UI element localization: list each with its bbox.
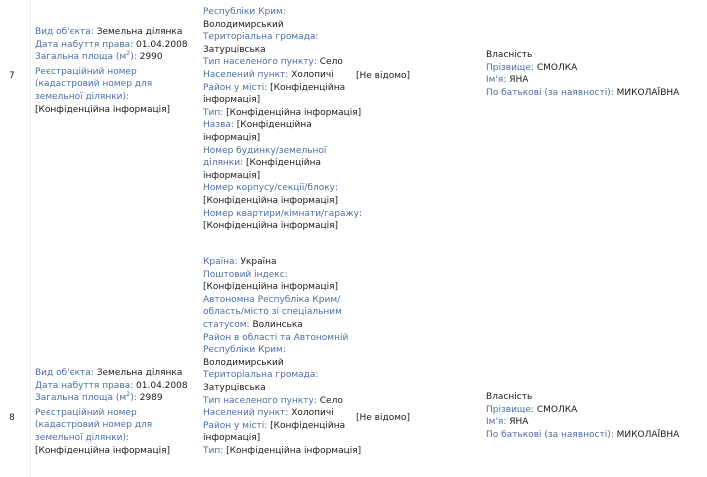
oblast-label: статусом: (203, 319, 250, 330)
country-value: Україна (240, 257, 277, 267)
surname-value: СМОЛКА (536, 404, 578, 415)
reg-number-label: (кадастровий номер для (35, 79, 153, 90)
patronymic-value: МИКОЛАЇВНА (616, 87, 680, 98)
surname-label: Прізвище: (486, 404, 534, 415)
country-label: Країна: (203, 257, 238, 267)
building-value: [Конфіденційна інформація] (203, 195, 339, 206)
acquisition-date-value: 01.04.2008 (136, 39, 188, 50)
surname-value: СМОЛКА (536, 62, 578, 73)
total-area-label: Загальна площа $(м^2)$: (35, 390, 137, 404)
postal-code-label: Поштовий індекс: (203, 269, 288, 280)
patronymic-value: МИКОЛАЇВНА (616, 429, 680, 440)
right-kind: Власність (486, 50, 533, 60)
first-name-value: ЯНА (509, 75, 529, 86)
oblast-label: область/місто зі спеціальним (203, 307, 342, 318)
apartment-label: Номер квартири/кімнати/гаражу: (203, 208, 363, 219)
postal-code-value: [Конфіденційна інформація] (203, 282, 339, 293)
community-value: Затурцівська (203, 44, 266, 55)
city-district-label: Район у місті: (203, 420, 268, 431)
settlement-type-label: Тип населеного пункту: (203, 57, 317, 68)
region-value: Володимирський (203, 357, 284, 368)
settlement-type-value: Село (319, 57, 343, 68)
object-type-label: Вид об'єкта: (35, 368, 94, 378)
apartment-value: [Конфіденційна інформація] (203, 221, 339, 232)
right-kind: Власність (486, 392, 533, 402)
reg-number-label: Реєстраційний номер (35, 66, 137, 77)
region-label: Республіки Крим: (203, 345, 286, 356)
reg-number-value: [Конфіденційна інформація] (35, 104, 171, 115)
object-cell (35, 26, 200, 116)
oblast-value: Волинська (252, 319, 303, 330)
table-row (0, 256, 707, 477)
city-district-value: інформація] (203, 95, 261, 106)
first-name-label: Ім'я: (486, 75, 507, 86)
settlement-type-label: Тип населеного пункту: (203, 395, 317, 406)
total-area-value: 2990 (139, 52, 163, 63)
value-cell: [Не відомо] (356, 413, 411, 423)
street-type-value: [Конфіденційна інформація] (226, 445, 362, 456)
settlement-type-value: Село (319, 395, 343, 406)
city-district-label: Район у місті: (203, 82, 268, 93)
street-name-label: Назва: (203, 120, 234, 131)
first-name-label: Ім'я: (486, 417, 507, 428)
first-name-value: ЯНА (509, 417, 529, 428)
reg-number-label: земельної ділянки): (35, 91, 130, 102)
reg-number-value: [Конфіденційна інформація] (35, 445, 171, 456)
acquisition-date-label: Дата набуття права: (35, 39, 134, 50)
object-type-value: Земельна ділянка (96, 368, 183, 378)
street-name-value: інформація] (203, 132, 261, 143)
address-cell (203, 6, 363, 233)
patronymic-label: По батькові (за наявності): (486, 87, 614, 98)
oblast-label: Автономна Республіка Крим/ (203, 294, 341, 305)
region-label: Республіки Крим: (203, 7, 286, 17)
settlement-value: Холопичі (291, 69, 334, 80)
reg-number-label: (кадастровий номер для (35, 420, 153, 431)
rights-cell (486, 49, 701, 99)
object-type-label: Вид об'єкта: (35, 27, 94, 37)
acquisition-date-label: Дата набуття права: (35, 380, 134, 391)
street-type-label: Тип: (203, 107, 224, 118)
reg-number-label: Реєстраційний номер (35, 407, 137, 418)
region-value: Володимирський (203, 19, 284, 30)
street-type-label: Тип: (203, 445, 224, 456)
row-number: 7 (9, 71, 15, 81)
community-value: Затурцівська (203, 382, 266, 393)
settlement-label: Населений пункт: (203, 69, 289, 80)
patronymic-label: По батькові (за наявності): (486, 429, 614, 440)
surname-label: Прізвище: (486, 62, 534, 73)
community-label: Територіальна громада: (203, 32, 319, 43)
rights-cell (486, 391, 701, 441)
address-cell (203, 256, 362, 458)
object-cell (35, 367, 200, 457)
acquisition-date-value: 01.04.2008 (136, 380, 188, 391)
house-number-value: інформація] (203, 170, 261, 181)
total-area-value: 2989 (139, 393, 163, 404)
total-area-label: Загальна площа $(м^2)$: (35, 49, 137, 63)
house-number-label: Номер будинку/земельної (203, 145, 327, 156)
settlement-value: Холопичі (291, 408, 334, 419)
reg-number-label: земельної ділянки): (35, 432, 130, 443)
house-number-value: [Конфіденційна (245, 158, 321, 169)
city-district-value: [Конфіденційна (270, 82, 346, 93)
city-district-value: інформація] (203, 433, 261, 444)
city-district-value: [Конфіденційна (270, 420, 346, 431)
row-number: 8 (9, 413, 15, 423)
community-label: Територіальна громада: (203, 370, 319, 381)
settlement-label: Населений пункт: (203, 408, 289, 419)
building-label: Номер корпусу/секції/блоку: (203, 183, 339, 194)
street-name-value: [Конфіденційна (236, 120, 312, 131)
object-type-value: Земельна ділянка (96, 27, 183, 37)
district-label: Район в області та Автономній (203, 332, 349, 343)
street-type-value: [Конфіденційна інформація] (226, 107, 362, 118)
value-cell: [Не відомо] (356, 71, 411, 81)
house-number-label: ділянки: (203, 158, 244, 169)
